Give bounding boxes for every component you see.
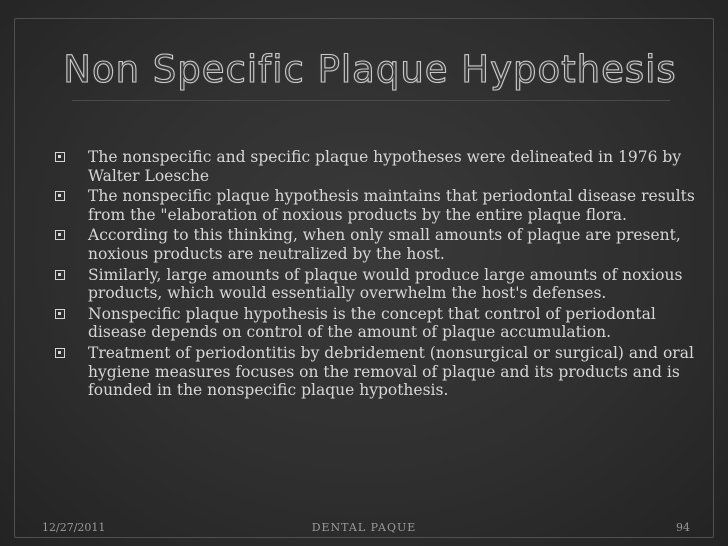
slide-number: 94 xyxy=(676,521,690,534)
square-bullet-icon xyxy=(55,230,65,240)
bullet-text: The nonspecific plaque hypothesis maintains that periodontal disease results from the "elaboration of noxious products by the entire plaque flora. xyxy=(88,187,695,224)
square-bullet-icon xyxy=(55,348,65,358)
bullet-list xyxy=(52,148,702,402)
square-bullet-icon xyxy=(55,270,65,280)
bullet-text: Treatment of periodontitis by debridement (nonsurgical or surgical) and oral hygiene measures focuses on the removal of plaque and its products and is founded in the nonspecific plaque hypothesis. xyxy=(88,343,694,400)
square-bullet-icon xyxy=(55,191,65,201)
bullet-text: Similarly, large amounts of plaque would produce large amounts of noxious products, which would essentially overwhelm the host's defenses. xyxy=(88,265,683,303)
bullet-text: According to this thinking, when only small amounts of plaque are present, noxious products are neutralized by the host. xyxy=(88,226,681,263)
square-bullet-icon xyxy=(55,309,65,319)
bullet-item xyxy=(52,344,702,400)
bullet-item xyxy=(52,305,702,342)
slide-title: Non Specific Plaque Hypothesis xyxy=(63,48,677,91)
bullet-text: Nonspecific plaque hypothesis is the concept that control of periodontal disease depends on control of the amount of plaque accumulation. xyxy=(88,304,656,342)
bullet-item xyxy=(52,226,702,263)
bullet-item xyxy=(52,266,702,303)
bullet-item xyxy=(52,148,702,185)
title-divider xyxy=(72,100,670,101)
bullet-item xyxy=(52,187,702,224)
square-bullet-icon xyxy=(55,152,65,162)
footer-title: DENTAL PAQUE xyxy=(311,521,417,534)
bullet-text: The nonspecific and specific plaque hypotheses were delineated in 1976 by Walter Loesche xyxy=(88,148,682,185)
footer-date: 12/27/2011 xyxy=(42,521,106,534)
